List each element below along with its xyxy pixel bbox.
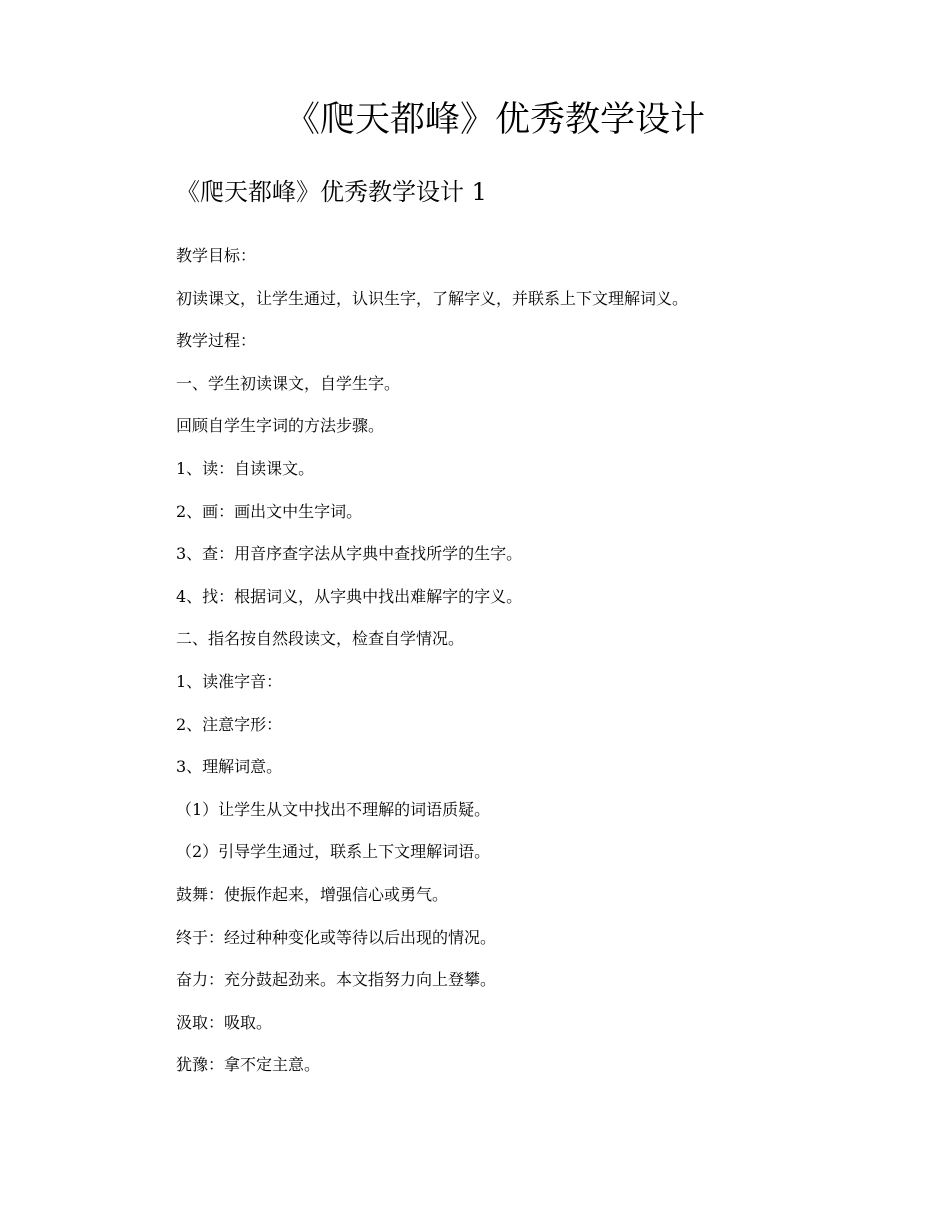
paragraph-line: 4、找：根据词义，从字典中找出难解字的字义。: [176, 586, 523, 606]
paragraph-line: 初读课文，让学生通过，认识生字，了解字义，并联系上下文理解词义。: [176, 288, 689, 308]
section-title: 《爬天都峰》优秀教学设计 1: [176, 178, 487, 206]
paragraph-line: 二、指名按自然段读文，检查自学情况。: [176, 629, 465, 649]
body-text: [176, 240, 896, 1092]
paragraph-line: 1、读：自读课文。: [176, 458, 315, 478]
paragraph-line: 2、画：画出文中生字词。: [176, 501, 363, 521]
paragraph-line: 回顾自学生字词的方法步骤。: [176, 416, 385, 436]
paragraph-line: 汲取：吸取。: [176, 1012, 273, 1032]
paragraph-line: （2）引导学生通过，联系上下文理解词语。: [176, 842, 491, 862]
paragraph-line: 鼓舞：使振作起来，增强信心或勇气。: [176, 884, 449, 904]
paragraph-line: 犹豫：拿不定主意。: [176, 1055, 321, 1075]
paragraph-line: 教学目标：: [176, 246, 257, 265]
paragraph-line: 2、注意字形：: [176, 714, 283, 734]
paragraph-line: 3、查：用音序查字法从字典中查找所学的生字。: [176, 544, 523, 564]
paragraph-line: 终于：经过种种变化或等待以后出现的情况。: [176, 927, 497, 947]
paragraph-line: 一、学生初读课文，自学生字。: [176, 373, 401, 393]
paragraph-line: 教学过程：: [176, 331, 257, 351]
paragraph-line: 3、理解词意。: [176, 757, 283, 777]
paragraph-line: 奋力：充分鼓起劲来。本文指努力向上登攀。: [176, 970, 497, 990]
paragraph-line: 1、读准字音：: [176, 671, 283, 691]
document-title: 《爬天都峰》优秀教学设计: [284, 100, 705, 140]
paragraph-line: （1）让学生从文中找出不理解的词语质疑。: [176, 799, 491, 819]
